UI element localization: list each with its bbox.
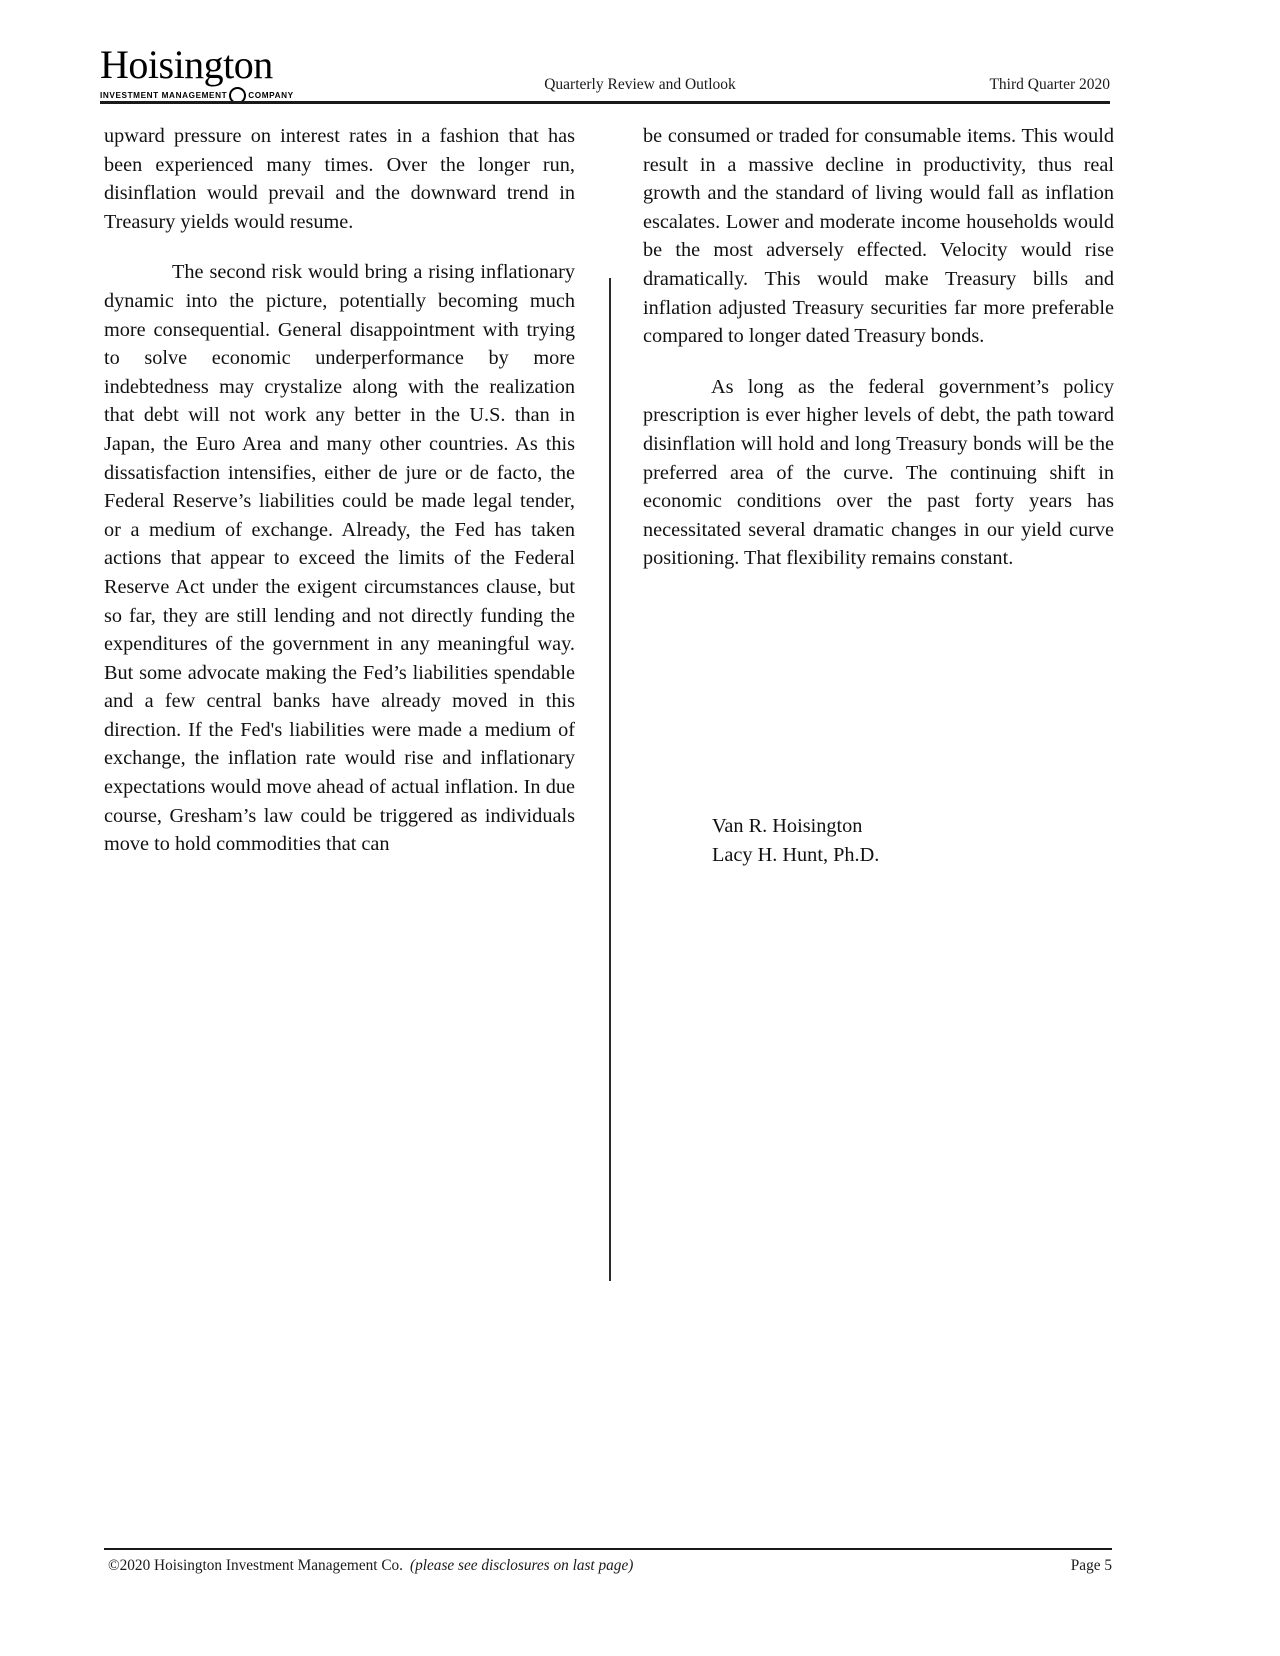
footer-copyright: ©2020 Hoisington Investment Management Co. xyxy=(108,1557,404,1574)
paragraph: As long as the federal government’s policy prescription is ever higher levels of debt, the path toward disinflation will hold and long Treasury bonds will be the preferred area of the curve. The continuing shift in economic conditions over the past forty years has necessitated several dramatic changes in our yield curve positioning. That flexibility remains constant. xyxy=(643,375,1114,570)
signature-block xyxy=(712,812,879,869)
page-header xyxy=(100,44,1110,106)
footer-copyright-group xyxy=(108,1557,633,1575)
header-divider-rule xyxy=(100,101,1110,104)
logo-wordmark: Hoisington xyxy=(100,42,273,87)
header-document-title: Quarterly Review and Outlook xyxy=(544,76,736,93)
page-footer xyxy=(108,1557,1112,1583)
paragraph: be consumed or traded for consumable items. This would result in a massive decline in productivity, thus real growth and the standard of living would fall as inflation escalates. Lower and moderate income households would be the most adversely effected. Velocity would rise dramatically. This would make Treasury bills and inflation adjusted Treasury securities far more preferable compared to longer dated Treasury bonds. xyxy=(643,125,1114,348)
left-column xyxy=(104,122,575,859)
signature-name-primary: Van R. Hoisington xyxy=(712,815,863,837)
right-column xyxy=(643,122,1114,573)
hoisington-logo xyxy=(100,44,300,104)
footer-page-number: Page 5 xyxy=(1070,1557,1112,1574)
column-divider-rule xyxy=(609,278,611,1281)
logo-tagline-right: COMPANY xyxy=(248,91,294,100)
signature-name-secondary: Lacy H. Hunt, Ph.D. xyxy=(712,843,880,866)
logo-tagline-left: INVESTMENT MANAGEMENT xyxy=(100,91,228,100)
header-issue-label: Third Quarter 2020 xyxy=(989,76,1110,93)
paragraph: The second risk would bring a rising inflationary dynamic into the picture, potentially becoming much more consequential. General disappointment with trying to solve economic underperformance by more indebtedness may crystalize along with the realization that debt will not work any better in the U.S. than in Japan, the Euro Area and many other countries. As this dissatisfaction intensifies, either de jure or de facto, the Federal Reserve’s liabilities could be made legal tender, or a medium of exchange. Already, the Fed has taken actions that appear to exceed the limits of the Federal Reserve Act under the exigent circumstances clause, but so far, they are still lending and not directly funding the expenditures of the government in any meaningful way. But some advocate making the Fed’s liabilities spendable and a few central banks have already moved in this direction. If the Fed's liabilities were made a medium of exchange, the inflation rate would rise and inflationary expectations would move ahead of actual inflation. In due course, Gresham’s law could be triggered as individuals move to hold commodities that can xyxy=(104,261,575,856)
footer-divider-rule xyxy=(104,1548,1112,1550)
footer-disclosure-note: (please see disclosures on last page) xyxy=(410,1557,634,1574)
paragraph: upward pressure on interest rates in a fashion that has been experienced many times. Over the longer run, disinflation would prevail and the downward trend in Treasury yields would resume. xyxy=(104,125,575,233)
